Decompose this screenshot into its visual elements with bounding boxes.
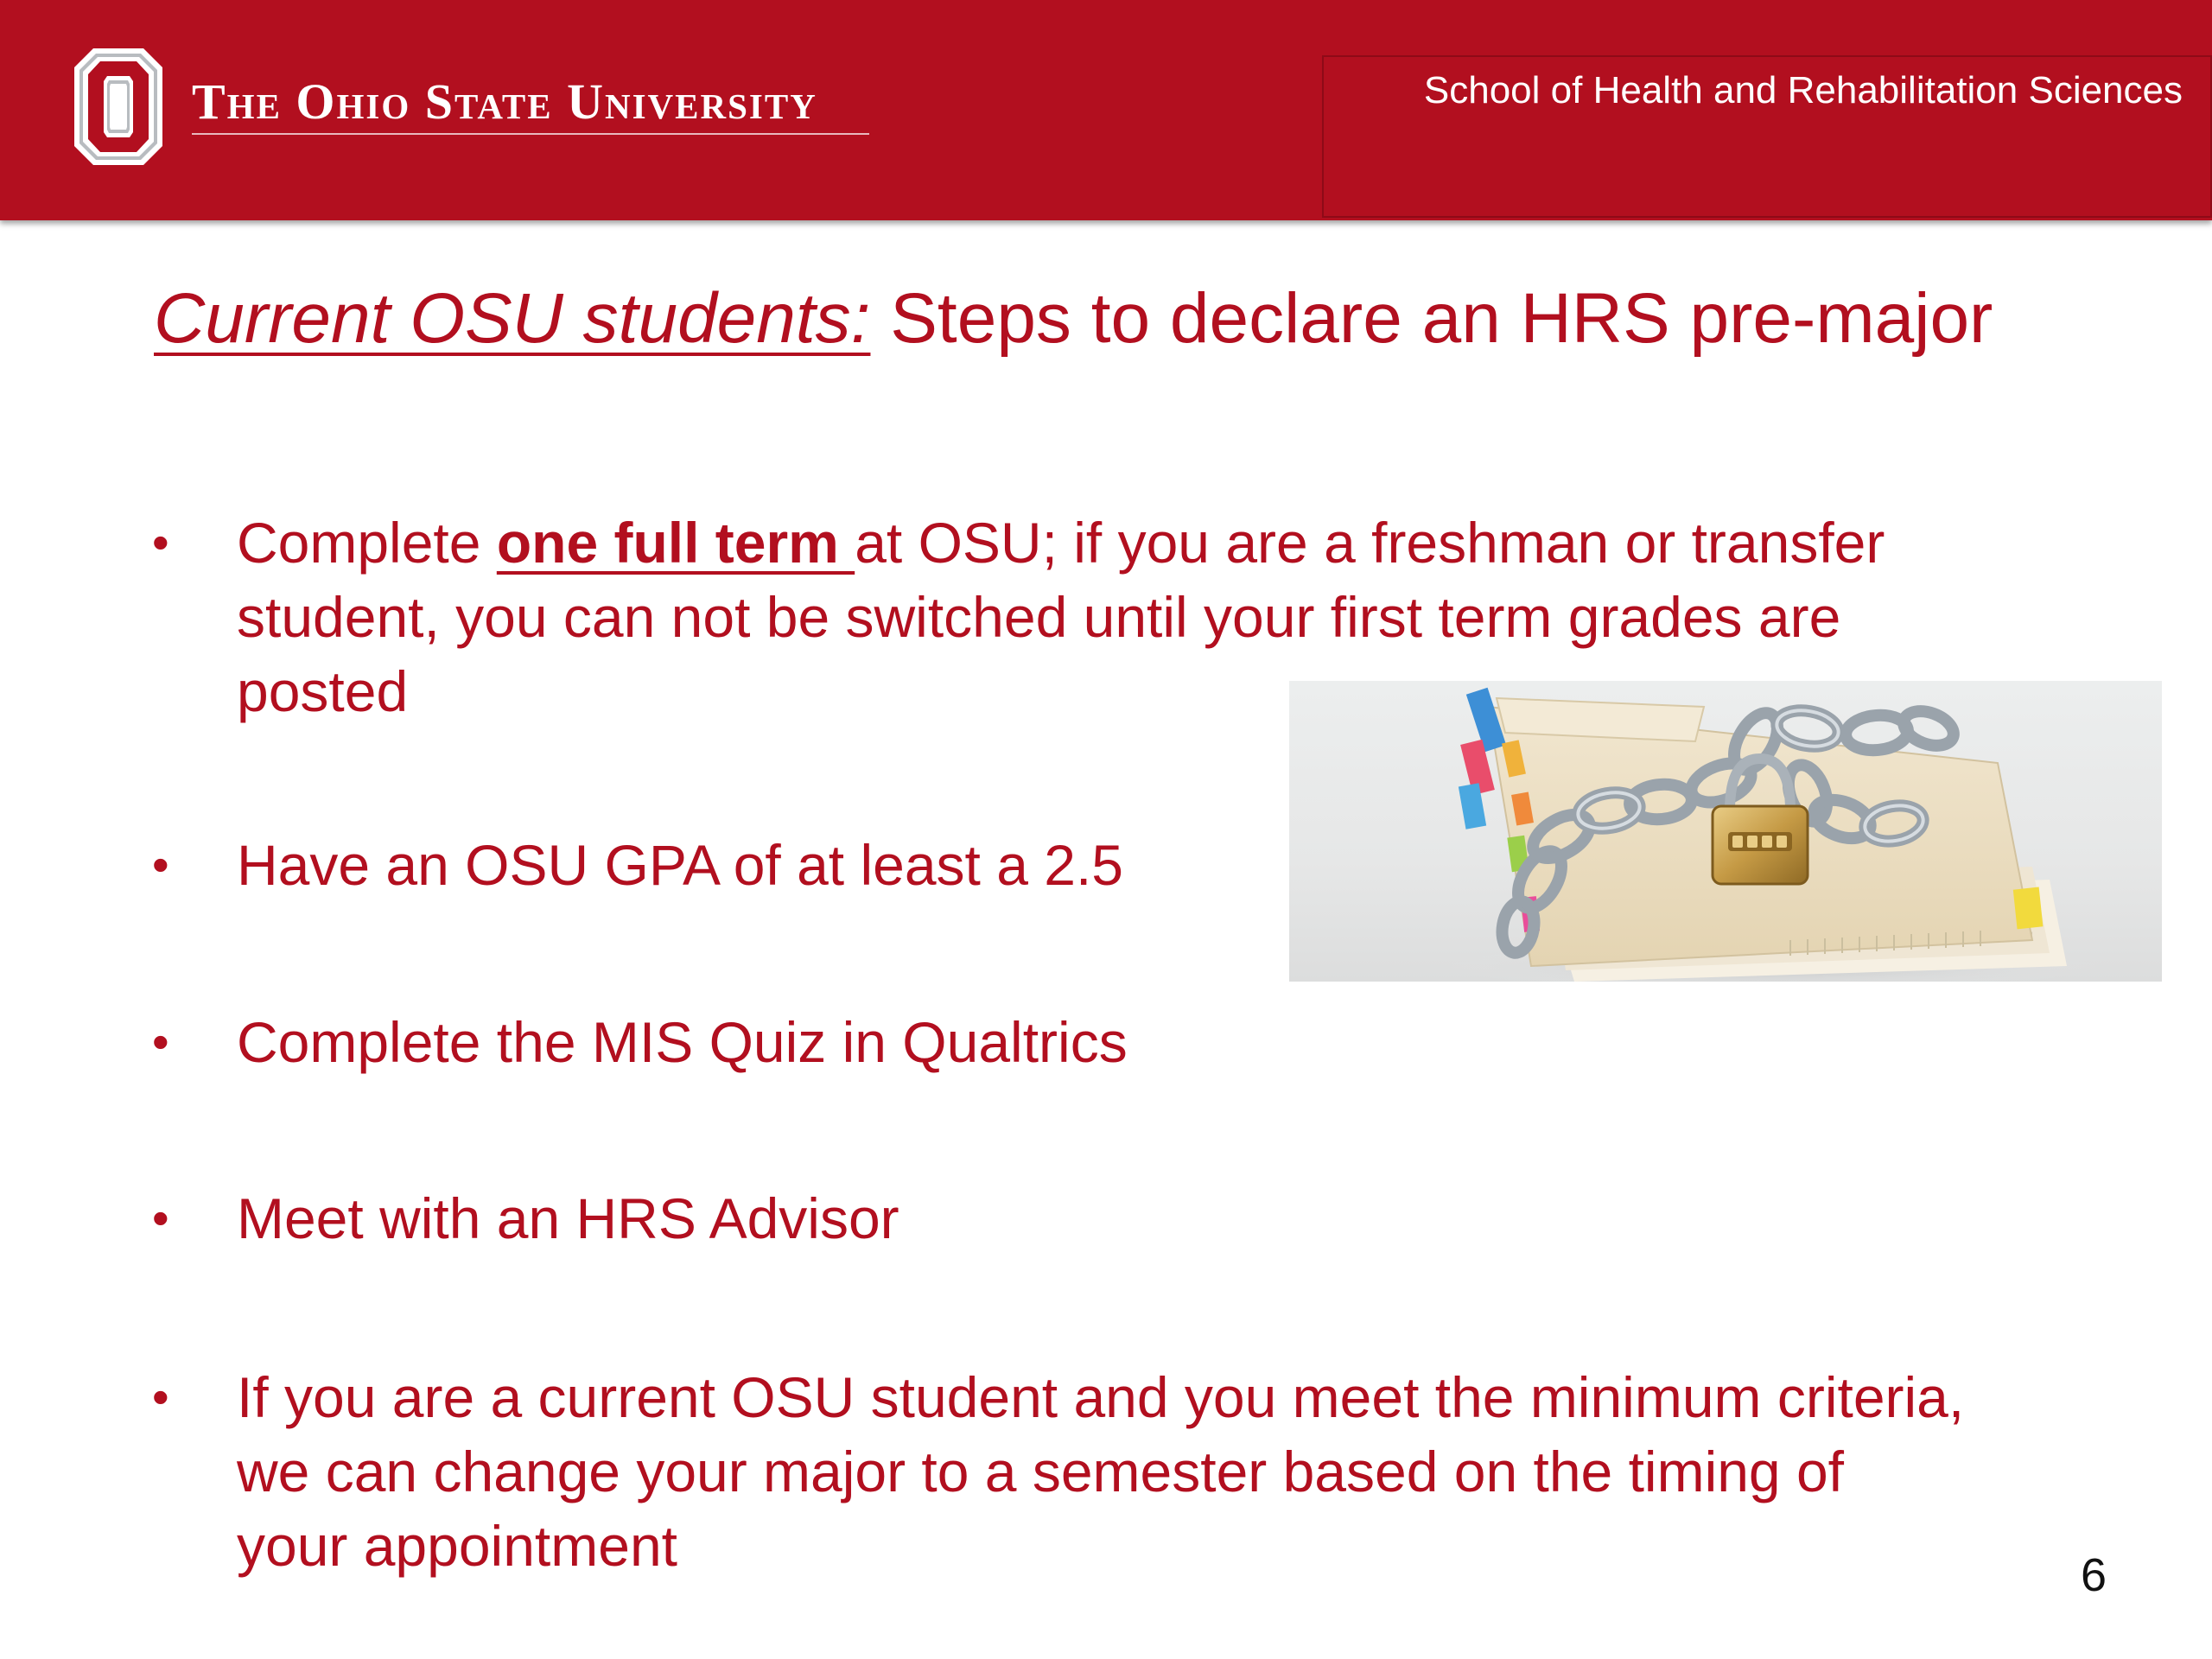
list-item bbox=[152, 1181, 2139, 1255]
bullet-dot: • bbox=[152, 1014, 169, 1069]
bullet-5-line3: your appointment bbox=[237, 1514, 677, 1578]
list-item bbox=[152, 1005, 2139, 1079]
bullet-2-text: Have an OSU GPA of at least a 2.5 bbox=[237, 833, 1123, 897]
bullet-3-text: Complete the MIS Quiz in Qualtrics bbox=[237, 1010, 1128, 1074]
slide-title bbox=[154, 278, 1993, 359]
bullet-1-line2: student, you can not be switched until your first term grades are bbox=[237, 585, 1841, 649]
bullet-1-before: Complete bbox=[237, 511, 497, 575]
bullet-dot: • bbox=[152, 1191, 169, 1245]
list-item bbox=[152, 1360, 2139, 1583]
bullet-dot: • bbox=[152, 1370, 169, 1424]
school-name: School of Health and Rehabilitation Sciences bbox=[1423, 69, 2183, 111]
bullet-1-after: at OSU; if you are a freshman or transfer bbox=[855, 511, 1885, 575]
bullet-5-line1: If you are a current OSU student and you meet the minimum criteria, bbox=[237, 1365, 1965, 1429]
bullet-1-line3: posted bbox=[237, 659, 409, 723]
title-rest: Steps to declare an HRS pre-major bbox=[870, 279, 1993, 358]
bullet-1-strong: one full term bbox=[496, 511, 855, 575]
title-emphasis: Current OSU students: bbox=[154, 279, 871, 358]
bullet-5-line2: we can change your major to a semester based on the timing of bbox=[237, 1440, 1845, 1503]
wordmark-divider bbox=[192, 133, 869, 135]
bullet-text bbox=[237, 1360, 1964, 1583]
header-band bbox=[0, 0, 2212, 220]
university-wordmark: The Ohio State University bbox=[192, 73, 817, 130]
page-number: 6 bbox=[2081, 1549, 2107, 1601]
block-o-logo-icon bbox=[74, 48, 162, 165]
bullet-dot: • bbox=[152, 515, 169, 569]
bullet-dot: • bbox=[152, 837, 169, 892]
locked-files-chain-padlock-icon bbox=[1289, 681, 2162, 982]
bullet-4-text: Meet with an HRS Advisor bbox=[237, 1186, 899, 1250]
